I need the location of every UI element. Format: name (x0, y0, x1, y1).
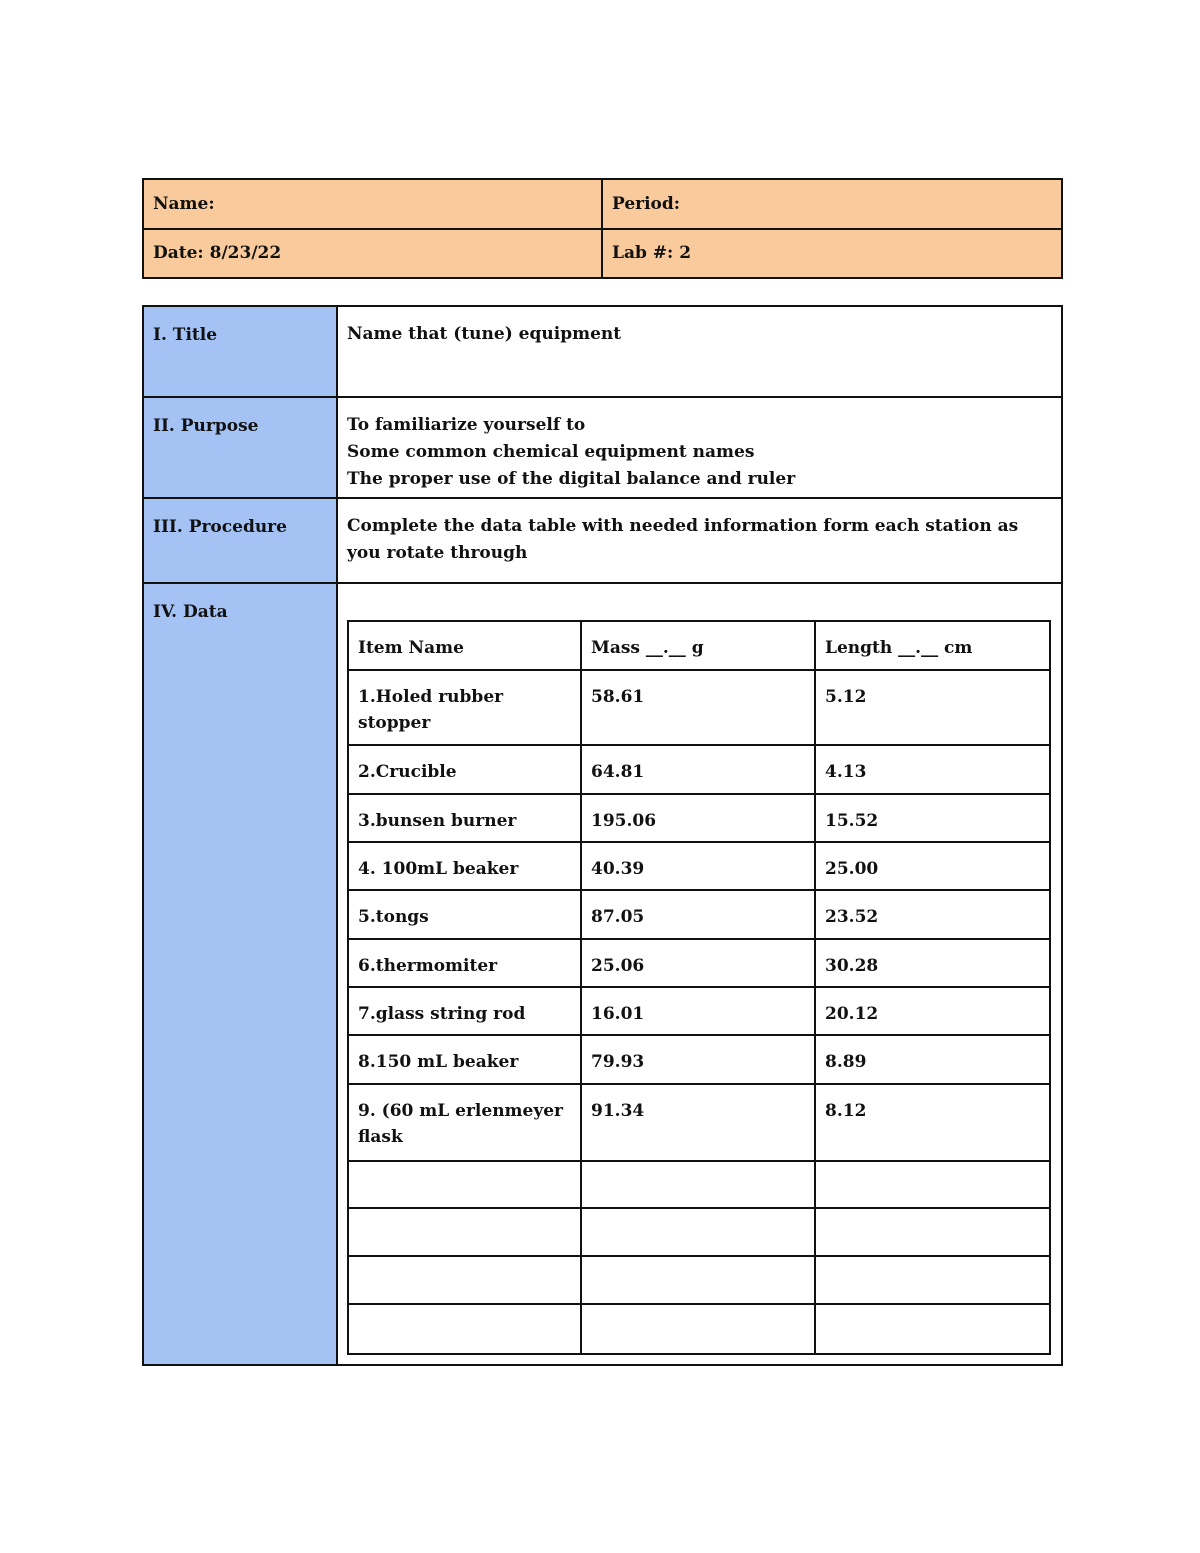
length-cell (815, 1256, 1050, 1304)
mass-cell: 16.01 (581, 987, 815, 1035)
item-name-cell (348, 1208, 581, 1256)
purpose-value (337, 397, 1062, 498)
purpose-line: The proper use of the digital balance and ruler (347, 469, 796, 489)
column-header-item-name: Item Name (348, 621, 581, 670)
purpose-line: To familiarize yourself to (347, 415, 586, 435)
length-cell: 30.28 (815, 939, 1050, 987)
length-cell (815, 1208, 1050, 1256)
length-cell: 15.52 (815, 794, 1050, 842)
header-table (142, 178, 1063, 279)
date-field: Date: 8/23/22 (143, 229, 602, 279)
item-name-cell: 1.Holed rubber stopper (348, 670, 581, 745)
mass-cell: 195.06 (581, 794, 815, 842)
item-name-cell: 4. 100mL beaker (348, 842, 581, 890)
title-label: I. Title (143, 306, 337, 397)
table-row (348, 794, 1050, 842)
period-field: Period: (602, 179, 1062, 229)
mass-cell (581, 1161, 815, 1208)
length-cell: 4.13 (815, 745, 1050, 794)
length-cell: 25.00 (815, 842, 1050, 890)
table-row (348, 1208, 1050, 1256)
purpose-line: Some common chemical equipment names (347, 442, 755, 462)
item-name-cell: 8.150 mL beaker (348, 1035, 581, 1083)
length-cell: 23.52 (815, 890, 1050, 939)
length-cell: 8.12 (815, 1084, 1050, 1161)
table-row (348, 1256, 1050, 1304)
lab-number-field: Lab #: 2 (602, 229, 1062, 279)
mass-cell: 79.93 (581, 1035, 815, 1083)
name-field: Name: (143, 179, 602, 229)
item-name-cell (348, 1304, 581, 1354)
item-name-cell (348, 1161, 581, 1208)
data-table (347, 620, 1051, 1355)
item-name-cell: 7.glass string rod (348, 987, 581, 1035)
column-header-length: Length __.__ cm (815, 621, 1050, 670)
procedure-label: III. Procedure (143, 498, 337, 583)
table-row (348, 939, 1050, 987)
length-cell: 8.89 (815, 1035, 1050, 1083)
table-row (348, 1304, 1050, 1354)
mass-cell: 64.81 (581, 745, 815, 794)
table-row (348, 670, 1050, 745)
purpose-label: II. Purpose (143, 397, 337, 498)
title-value: Name that (tune) equipment (337, 306, 1062, 397)
item-name-cell: 3.bunsen burner (348, 794, 581, 842)
mass-cell: 40.39 (581, 842, 815, 890)
item-name-cell (348, 1256, 581, 1304)
mass-cell: 58.61 (581, 670, 815, 745)
item-name-cell: 5.tongs (348, 890, 581, 939)
table-row (348, 890, 1050, 939)
table-row (348, 1084, 1050, 1161)
length-cell: 5.12 (815, 670, 1050, 745)
table-row (348, 1035, 1050, 1083)
length-cell (815, 1304, 1050, 1354)
mass-cell (581, 1304, 815, 1354)
mass-cell (581, 1256, 815, 1304)
item-name-cell: 6.thermomiter (348, 939, 581, 987)
item-name-cell: 9. (60 mL erlenmeyer flask (348, 1084, 581, 1161)
mass-cell (581, 1208, 815, 1256)
data-section (337, 583, 1062, 1365)
length-cell: 20.12 (815, 987, 1050, 1035)
table-row (348, 1161, 1050, 1208)
lab-report-table (142, 305, 1063, 1366)
table-row (348, 842, 1050, 890)
mass-cell: 91.34 (581, 1084, 815, 1161)
procedure-value: Complete the data table with needed information form each station as you rotate through (337, 498, 1062, 583)
table-row (348, 745, 1050, 794)
table-row (348, 987, 1050, 1035)
mass-cell: 87.05 (581, 890, 815, 939)
item-name-cell: 2.Crucible (348, 745, 581, 794)
mass-cell: 25.06 (581, 939, 815, 987)
column-header-mass: Mass __.__ g (581, 621, 815, 670)
data-label: IV. Data (143, 583, 337, 1365)
length-cell (815, 1161, 1050, 1208)
